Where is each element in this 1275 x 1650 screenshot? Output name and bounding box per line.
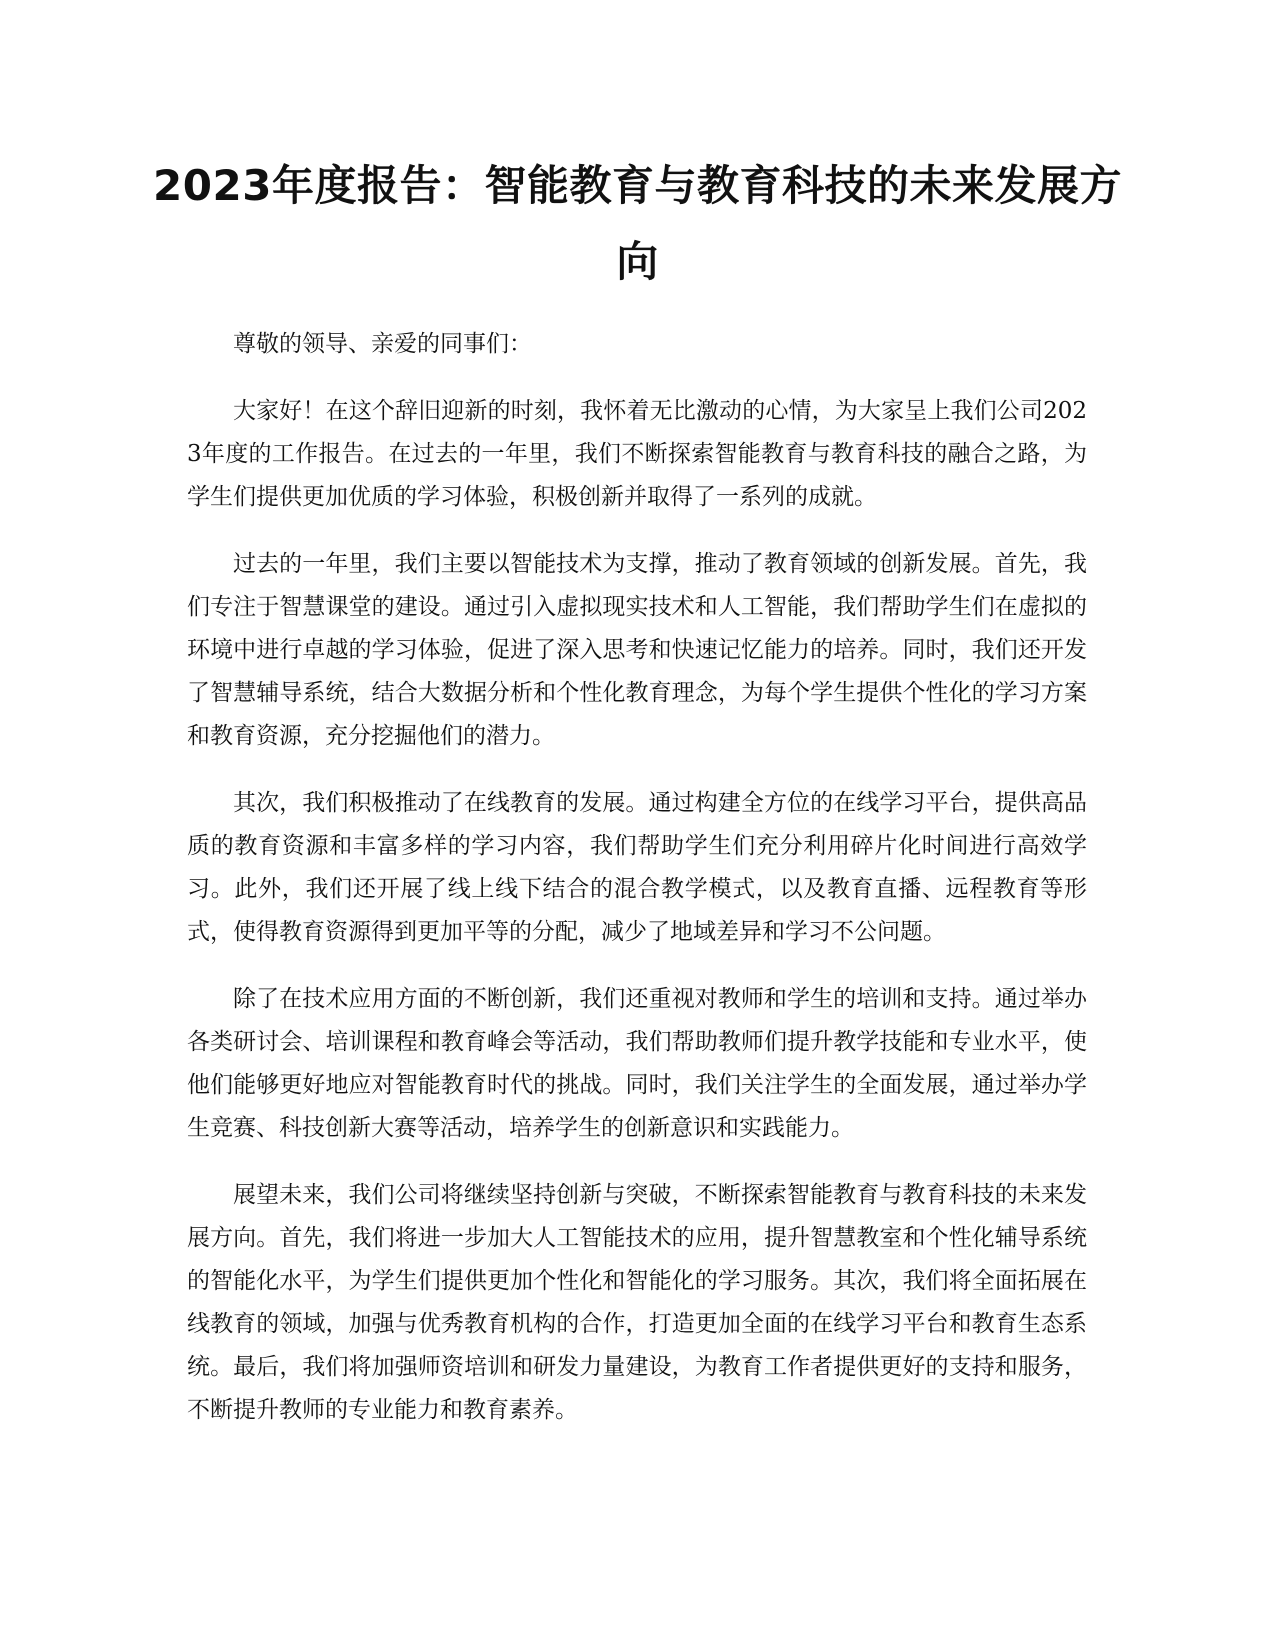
paragraph-online-education: 其次，我们积极推动了在线教育的发展。通过构建全方位的在线学习平台，提供高品质的教育资源和丰富多样的学习内容，我们帮助学生们充分利用碎片化时间进行高效学习。此外，我们还开展了线上线下结合的混合教学模式，以及教育直播、远程教育等形式，使得教育资源得到更加平等的分配，减少了地域差异和学习不公问题。 [187, 790, 1087, 945]
document-title: 2023年度报告：智能教育与教育科技的未来发展方向 [153, 161, 1122, 286]
paragraph-smart-classroom: 过去的一年里，我们主要以智能技术为支撑，推动了教育领域的创新发展。首先，我们专注于智慧课堂的建设。通过引入虚拟现实技术和人工智能，我们帮助学生们在虚拟的环境中进行卓越的学习体验，促进了深入思考和快速记忆能力的培养。同时，我们还开发了智慧辅导系统，结合大数据分析和个性化教育理念，为每个学生提供个性化的学习方案和教育资源，充分挖掘他们的潜力。 [187, 551, 1087, 749]
paragraph-greeting: 大家好！在这个辞旧迎新的时刻，我怀着无比激动的心情，为大家呈上我们公司2023年度的工作报告。在过去的一年里，我们不断探索智能教育与教育科技的融合之路，为学生们提供更加优质的学习体验，积极创新并取得了一系列的成就。 [187, 398, 1087, 510]
paragraph-salutation: 尊敬的领导、亲爱的同事们： [233, 331, 532, 357]
document-body [187, 323, 1087, 1456]
paragraph-future-outlook: 展望未来，我们公司将继续坚持创新与突破，不断探索智能教育与教育科技的未来发展方向。首先，我们将进一步加大人工智能技术的应用，提升智慧教室和个性化辅导系统的智能化水平，为学生们提供更加个性化和智能化的学习服务。其次，我们将全面拓展在线教育的领域，加强与优秀教育机构的合作，打造更加全面的在线学习平台和教育生态系统。最后，我们将加强师资培训和研发力量建设，为教育工作者提供更好的支持和服务，不断提升教师的专业能力和教育素养。 [187, 1182, 1087, 1423]
paragraph-training-support: 除了在技术应用方面的不断创新，我们还重视对教师和学生的培训和支持。通过举办各类研讨会、培训课程和教育峰会等活动，我们帮助教师们提升教学技能和专业水平，使他们能够更好地应对智能教育时代的挑战。同时，我们关注学生的全面发展，通过举办学生竞赛、科技创新大赛等活动，培养学生的创新意识和实践能力。 [187, 986, 1087, 1141]
